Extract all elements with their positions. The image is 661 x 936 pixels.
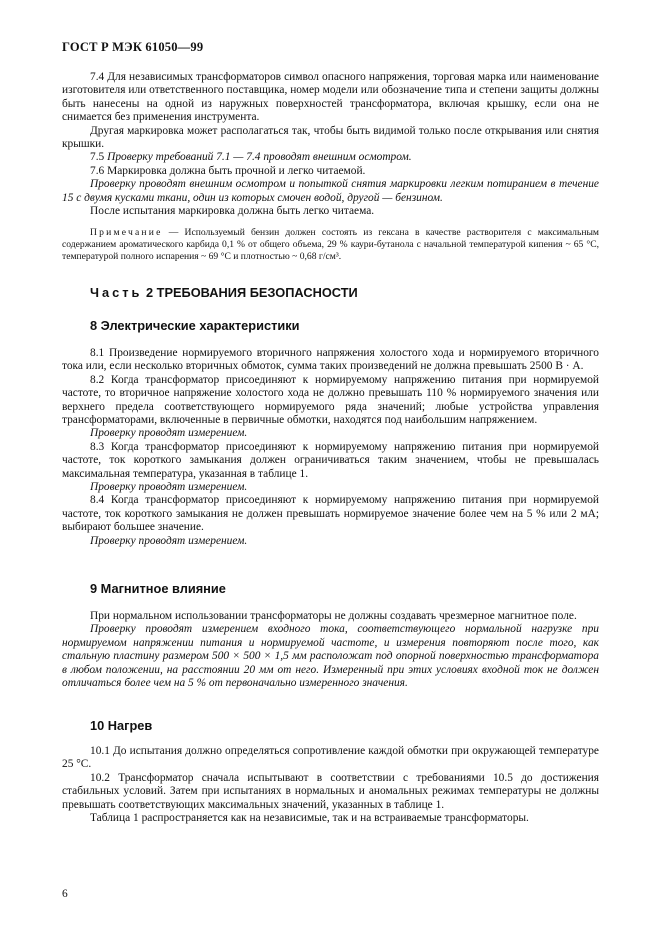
clause-number-7-5: 7.5 [90, 151, 105, 164]
section-10-title: 10 Нагрев [90, 718, 153, 733]
paragraph-after-test: После испытания маркировка должна быть легко читаема. [90, 205, 375, 218]
part-2-heading [62, 285, 599, 300]
check-7-6: Проверку проводят внешним осмотром и попыткой снятия маркировки легким потиранием в течение 15 с двумя кусками ткани, один из которых смочен водой, другой — бензином. [62, 178, 599, 204]
clause-7-block [62, 71, 599, 262]
check-7-5: Проверку требований 7.1 — 7.4 проводят внешним осмотром. [107, 151, 412, 164]
check-8-4: Проверку проводят измерением. [90, 534, 248, 547]
part-number: 2 [145, 285, 154, 300]
paragraph-8-2: 8.2 Когда трансформатор присоединяют к нормируемому напряжению питания при нормируемой частоте, то вторичное напряжение холостого хода не должно превышать 110 % нормируемого значения или верхнего предела соответствующего нормируемого ряда значений; любые устройства управления трансформаторами, включенные в первичные обмотки, находятся под наибольшим напряжением. [62, 373, 599, 427]
paragraph-7-4: 7.4 Для независимых трансформаторов символ опасного напряжения, торговая марка или наименование изготовителя или ответственного поставщика, номер модели или обозначение типа и степени защиты должны быть нанесены на одной из наружных поверхностей трансформатора, включая крышку, если она не снимается без применения инструмента. [62, 71, 599, 124]
part-title: ТРЕБОВАНИЯ БЕЗОПАСНОСТИ [156, 285, 358, 300]
part-label: Часть [90, 285, 143, 300]
check-8-3: Проверку проводят измерением. [90, 481, 248, 494]
paragraph-table-note: Таблица 1 распространяется как на независимые, так и на встраиваемые трансформаторы. [90, 812, 529, 825]
section-9-title: 9 Магнитное влияние [90, 581, 226, 596]
paragraph-10-2: 10.2 Трансформатор сначала испытывают в соответствии с требованиями 10.5 до достижения стабильных условий. Затем при испытаниях в нормальных и аномальных режимах температуры не должны превышать соответствующих максимальных значений, указанных в таблице 1. [62, 771, 599, 811]
paragraph-8-4: 8.4 Когда трансформатор присоединяют к нормируемому напряжению питания при нормируемой частоте, ток короткого замыкания не должен превышать нормируемое значение более чем на 5 % или 2 мА; выбирают большее значение. [62, 494, 599, 534]
paragraph-7-6: 7.6 Маркировка должна быть прочной и легко читаемой. [90, 164, 366, 177]
section-10 [62, 718, 599, 825]
section-8-title: 8 Электрические характеристики [90, 318, 300, 333]
standard-header: ГОСТ Р МЭК 61050—99 [62, 40, 204, 54]
check-8-2: Проверку проводят измерением. [90, 427, 248, 440]
note-label: Примечание [90, 227, 163, 239]
note [62, 227, 599, 262]
paragraph-8-1: 8.1 Произведение нормируемого вторичного напряжения холостого хода и нормируемого вторичного тока или, если несколько вторичных обмоток, сумма таких произведений не должна превышать 2500 В · А. [62, 347, 599, 373]
section-9 [62, 581, 599, 690]
check-9: Проверку проводят измерением входного тока, соответствующего нормальной нагрузке при нормируемом напряжении питания и нормируемой частоте, и измерения повторяют после того, как стальную пластину размером 500 × 500 × 1,5 мм расположат под опорной поверхностью трансформатора в любом положении, на расстоянии 20 мм от него. Измеренный при этих условиях входной ток не должен отличаться более чем на 5 % от первоначально измеренного значения. [62, 623, 599, 690]
paragraph-other-marking: Другая маркировка может располагаться так, чтобы быть видимой только после открывания или снятия крышки. [62, 124, 599, 151]
paragraph-10-1: 10.1 До испытания должно определяться сопротивление каждой обмотки при окружающей температуре 25 °С. [62, 745, 599, 771]
section-8 [62, 318, 599, 548]
paragraph-7-5 [62, 151, 599, 164]
note-text: — Используемый бензин должен состоять из гексана в качестве растворителя с максимальным содержанием ароматического карбида 0,1 % от общего объема, 29 % каури-бутанола с начальной температурой кипения ~ 65 °С, температурой полного испарения ~ 69 °С и плотностью ~ 0,68 г/см³. [62, 227, 599, 262]
paragraph-8-3: 8.3 Когда трансформатор присоединяют к нормируемому напряжению питания при нормируемой частоте, ток короткого замыкания должен ограничиваться таким значением, чтобы не превышалась максимальная температура, указанная в таблице 1. [62, 440, 599, 480]
page-number: 6 [62, 888, 68, 900]
paragraph-9-1: При нормальном использовании трансформаторы не должны создавать чрезмерное магнитное поле. [90, 610, 577, 622]
